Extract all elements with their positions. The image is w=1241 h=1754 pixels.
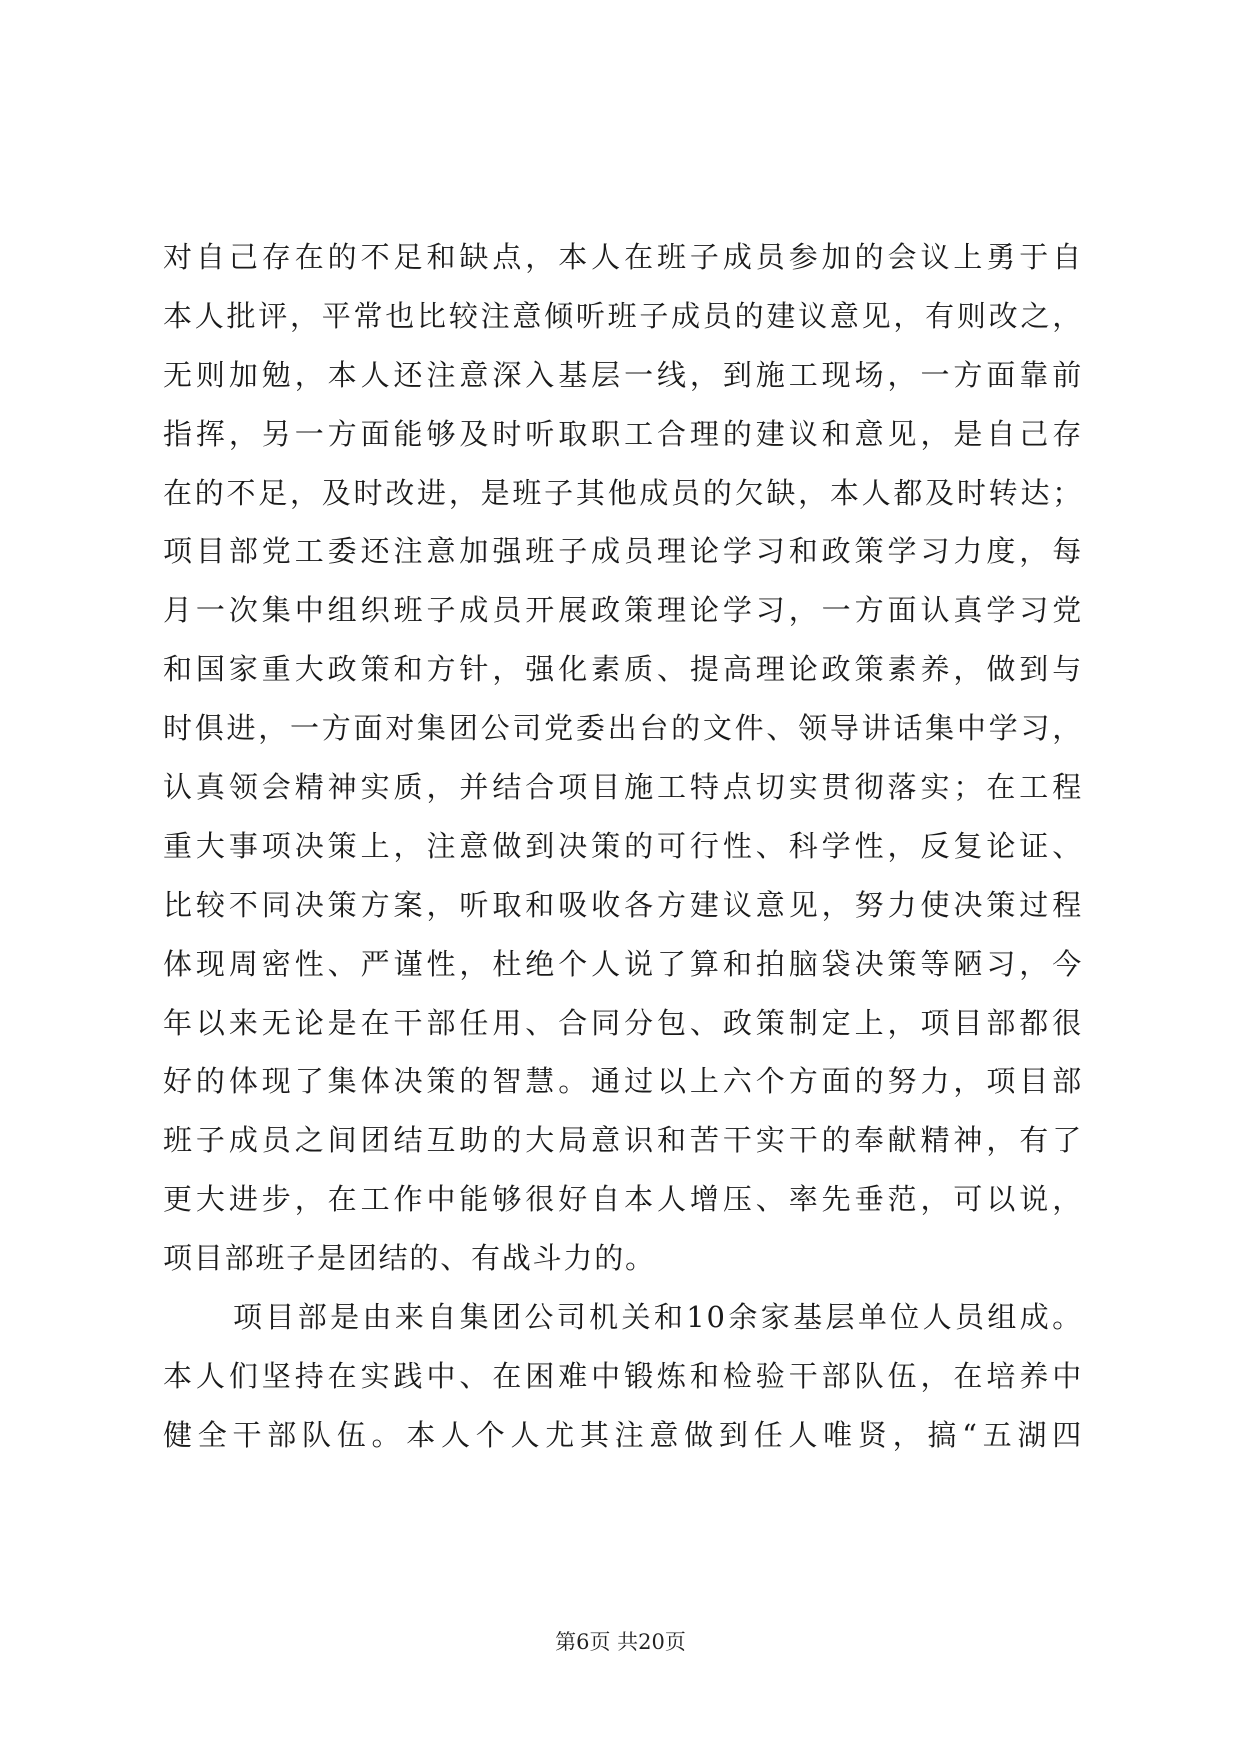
text-line: 比较不同决策方案，听取和吸收各方建议意见，努力使决策过程: [163, 887, 1083, 922]
text-line: 无则加勉，本人还注意深入基层一线，到施工现场，一方面靠前: [163, 357, 1083, 392]
text-line: 对自己存在的不足和缺点，本人在班子成员参加的会议上勇于自: [163, 240, 1083, 274]
text-line: 项目部党工委还注意加强班子成员理论学习和政策学习力度，每: [163, 534, 1083, 569]
text-line: 月一次集中组织班子成员开展政策理论学习，一方面认真学习党: [163, 593, 1083, 628]
text-line: 和国家重大政策和方针，强化素质、提高理论政策素养，做到与: [163, 652, 1083, 687]
text-line: 重大事项决策上，注意做到决策的可行性、科学性，反复论证、: [163, 828, 1083, 863]
page-number: 第6页 共20页: [555, 1630, 686, 1654]
text-line: 好的体现了集体决策的智慧。通过以上六个方面的努力，项目部: [163, 1064, 1083, 1099]
text-line: 本人批评，平常也比较注意倾听班子成员的建议意见，有则改之，: [163, 298, 1083, 333]
text-line: 指挥，另一方面能够及时听取职工合理的建议和意见，是自己存: [163, 416, 1083, 451]
text-line: 在的不足，及时改进，是班子其他成员的欠缺，本人都及时转达；: [163, 475, 1083, 510]
text-line: 认真领会精神实质，并结合项目施工特点切实贯彻落实；在工程: [163, 770, 1083, 805]
paragraph-first-line: 项目部是由来自集团公司机关和10余家基层单位人员组成。: [233, 1300, 1083, 1335]
text-line: 健全干部队伍。本人个人尤其注意做到任人唯贤，搞“五湖四: [163, 1417, 1083, 1452]
text-line: 更大进步，在工作中能够很好自本人增压、率先垂范，可以说，: [163, 1182, 1083, 1217]
text-line: 本人们坚持在实践中、在困难中锻炼和检验干部队伍，在培养中: [163, 1358, 1083, 1393]
body-text: [163, 228, 1083, 1465]
text-line: 年以来无论是在干部任用、合同分包、政策制定上，项目部都很: [163, 1005, 1083, 1040]
text-line: 时俱进，一方面对集团公司党委出台的文件、领导讲话集中学习，: [163, 711, 1083, 746]
text-line: 体现周密性、严谨性，杜绝个人说了算和拍脑袋决策等陋习，今: [163, 946, 1083, 981]
paragraph-end-line: 项目部班子是团结的、有战斗力的。: [163, 1241, 656, 1276]
page-footer: [0, 1627, 1241, 1657]
text-line: 班子成员之间团结互助的大局意识和苦干实干的奉献精神，有了: [163, 1123, 1083, 1158]
